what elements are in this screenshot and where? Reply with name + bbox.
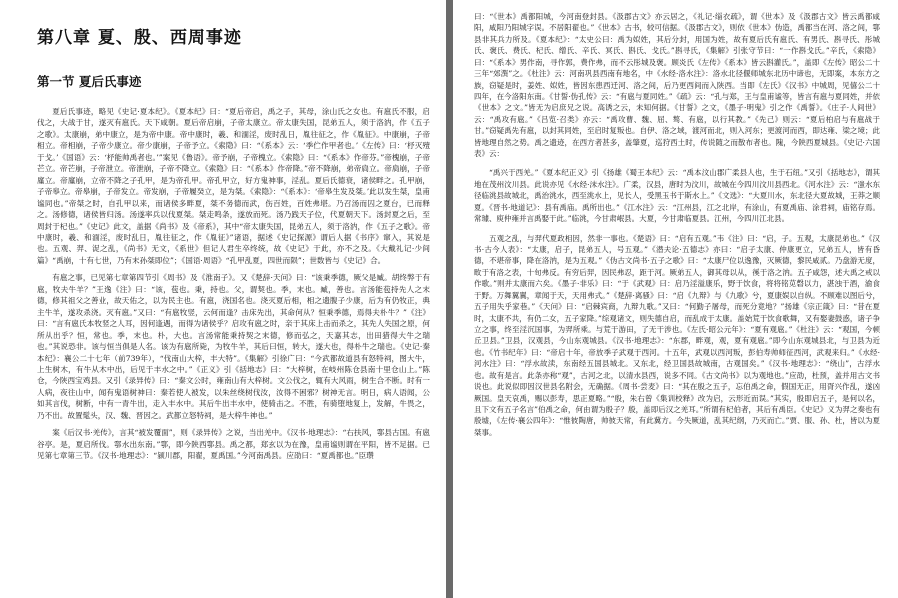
section-title: 第一节 夏后氏事迹 bbox=[37, 74, 142, 89]
paragraph: 案《后汉书·羌传》，言其“被发覆面”，则《录异传》之说，当出羌中。《汉书·地理志》：“右扶风，鄠县古国。有扈谷亭。是，夏启所伐。鄠水出东南。”鄠，即今陕西鄠县。禹之都，郑玄以为在豫，皇甫谧则谓在平阳，皆不足据。已见第七章第三节。《汉书·地理志》：“颍川郡，阳翟，夏禹国。”今河南禹县。应劭曰：“夏禹都也。”臣瓒 bbox=[37, 428, 430, 461]
chapter-title: 第八章 夏、殷、西周事迹 bbox=[37, 28, 242, 48]
paragraph: 夏后氏事迹，略见《史记·夏本纪》。《夏本纪》曰：“夏后帝启，禹之子，其母，涂山氏之女也。有扈氏不服，启伐之，大战于甘，遂灭有扈氏。天下咸朝。夏后帝启崩，子帝太康立。帝太康失国，昆弟五人，须于洛汭，作《五子之歌》。太康崩，弟中康立，是为帝中康。帝中康时，羲、和湎淫，废时乱日，胤往征之，作《胤征》。中康崩，子帝相立。帝相崩，子帝少康立。帝少康崩，子帝予立。《索隐》曰：“《系本》云：‘季伫作甲者也。’《左传》曰：‘杼灭殪于戈。’《国语》云：‘杼能帅禹者也。’”案见《鲁语》。帝予崩，子帝槐立。《索隐》曰：“《系本》作帝芬。”帝槐崩，子帝芒立。帝芒崩，子帝泄立。帝泄崩，子帝不降立。《索隐》曰：“《系本》作帝降。”帝不降崩，弟帝扃立。帝扃崩，子帝廑立。帝廑崩，立帝不降之子孔甲，是为帝孔甲。帝孔甲立，好方鬼神事，淫乱。夏后氏德衰，诸侯畔之。孔甲崩，子帝皋立。帝皋崩，子帝发立。帝发崩，子帝履癸立，是为桀。《索隐》：“《系本》：‘帝皋生发及桀。’此以发生桀，皇甫谧同也。”帝桀之时，自孔甲以来，而诸侯多畔夏，桀不务德而武，伤百姓，百姓弗堪。乃召汤而囚之夏台，已而释之。汤修德，诸侯皆归汤。汤遂率兵以伐夏桀。桀走鸣条，遂放而死。汤乃践天子位，代夏朝天下。汤封夏之后，至周封于杞也。”《史记》此文，盖据《尚书》及《帝系》，其中“帝太康失国，昆弟五人，须于洛汭，作《五子之歌》。帝中康时，羲、和湎淫，废时乱日，胤往征之，作《胤征》”诸语，据述《史记探源》谓后人据《书序》窜入，其说是也。五观、羿、浞之乱，《尚书》无文，《系世》但记人君生卒终统，故《史记》于此，亦不之及。《大戴礼记·少间篇》“禹崩，十有七世，乃有末孙桀即位”；《国语·周语》“孔甲乱夏，四世而陨”；世数皆与《史记》合。 bbox=[37, 107, 430, 265]
left-page bbox=[0, 0, 446, 598]
right-page bbox=[453, 0, 898, 598]
paragraph: 五观之乱，与羿代夏政相因，然非一事也。《楚语》曰：“启有五观。”韦《注》曰：“启，子。五观，太康昆弟也。”《汉书·古今人表》：“太康，启子，昆弟五人，号五观。”《潜夫论·五德志》亦曰：“启子太康、仲康更立，兄弟五人，皆有昏德，不堪帝事，降在洛汭，是为五观。”《伪古文尚书·五子之歌》曰：“太康尸位以逸豫，灭厥德，黎民咸贰。乃盘游无度，畋于有洛之表，十旬弗反。有穷后羿，因民弗忍，距于河。厥弟五人，御其母以从，徯于洛之汭。五子咸怨，述大禹之戒以作歌。”则并太康而六矣。《墨子·非乐》曰：“于《武观》曰：启乃淫溢康乐，野于饮食，将将铭苋磬以力，湛浊于酒，渝食于野。万舞翼翼，章闻于天，天用弗式。”《楚辞·离骚》曰：“启《九辩》与《九歌》兮，夏康娱以自纵。不顾难以图后兮，五子用失乎家巷。”《天问》曰：“启棘宾商，九辩九歌。”又曰：“何勤子屠母，而死分竟地？”扬雄《宗正箴》曰：“昔在夏时，太康不共，有仍二女，五子家降。”综观诸文，则失德自启，而乱成于太康。盖始荒于饮食歌舞，又有娶妻鼓惑，诸子争立之事，终至淫沉国事，为羿所乘。与荒于游田，了无干涉也。《左氏·昭公元年》：“夏有观扈。”《杜注》云：“观国，今顿丘卫县。”卫县，汉观县，今山东观城县。《汉书·地理志》：“东郡，畔观，观，夏有观扈。”即今山东观城县北，与卫县为近也。《竹书纪年》曰：“帝启十年，帝放季子武观于西河。十五年，武观以西河叛，彭伯寿帅师征西河，武观来归。”《水经·河水注》曰：“浮水故渎，东南经五国县城北。又东北，经卫国县故城南，古观国矣。”《汉书·地理志》：“绕山”，古浮水也。故有是言。此条亦称“观”，古河之北，以清水县西，说多不同。《古文尚书》以为观地也。”应劭，杜预，盖并用古文书说也。此说似即因汉世县名附会，无确据。《周书·尝麦》曰：“其在殷之五子，忘伯禹之命，假国无正，用胥兴作乱，遂凶厥国。皇天哀禹，赐以彭寿，思正夏略。”“殷，朱右曾《集训校释》改为启，云形近而误。”其实，殷即启五子，是何以名，且下文有五子名言”伯禹之命，何由谓为殷子？殷，盖即后汉之羌耳。”所谓有杞伯者，其后有禹臣。《史记》义为羿之奏也有殷墟，《左传·襄公四年》：“惟彼陶唐，帅彼天常，有此冀方。今失厥道，乱其纪纲，乃灭而亡。”贾、服、孙、杜，皆以为夏桀事。 bbox=[474, 233, 880, 437]
page-gutter bbox=[446, 0, 453, 598]
paragraph: “禹兴于西羌。”《夏本纪正义》引《扬雄《蜀王本纪》云：“禹本汶山郡广柔县人也，生于石纽。”又引《括地志》，谓其地在茂州汶川县。此说亦见《水经·沫水注》。广柔，汉县，唐时为汶川，故城在今四川汶川县西北。《河水注》云：“滍水东径临洮县故城北，禹治洮水，西至洮水上，见长人，受黑玉书于斯水上。”《文选》：“大夏川水，东北径大夏故城，王莽之顺夏。《晋书·地道记》：县有禹庙。禹所出也。”《江水注》云：“江州县，江之北岸，有涂山，有夏禹庙、涂君祠，庙铭存焉。常璩、庾仲雍并言禹娶于此。”临洮，今甘肃岷县。大夏，今甘肃临夏县。江州，今四川江北县。 bbox=[474, 168, 880, 224]
paragraph: 曰：“《世本》禹都阳城，今河南登封县。《汲郡古文》亦云居之，《礼记·缁衣疏》，谓《世本》及《汲郡古文》皆云禹都咸阳，咸阳乃阳城字误。不居阳翟也。”《世本》古书，较可信据。《汲郡古文》，则依《世本》伪造，禹都当在河、洛之间，鄠县非其兵力所及。《夏本纪》：“太史公曰：禹为姒姓，其后分封，用国为姓，故有夏后氏有扈氏、有男氏、斟寻氏、彤城氏、褒氏、费氏、杞氏、缯氏、辛氏、冥氏、斟氏、戈氏。”斟寻氏，《集解》引张守节曰：“一作斟戈氏。”辛氏，《索隐》曰：“《系本》男作南，寻作郭，费作弗，而不云彤城及褒。顾炎氏《左传》《系本》皆云斟灌氏。”，盖即《左传》昭公二十三年“郊潠”之。《杜注》云：河南巩县西南有地名，中《水经·洛水注》：洛水北径偃师城东北历中谛也，无即案，本东方之族，窃疑是时，姜姓、姒姓，皆因东患西迁河、洛之间，后乃更西间而入陕西。当即《左氏》《汉书》中城周，见僖公二十四年，在今洛阳东南。《甘誓·伪孔传》云：“有扈与夏同姓。”《疏》云：“孔与郑，王与皇甫谧等，皆言有扈与夏同姓，并依《世本》之文。”皆无为启庶兄之说。高诱之云，未知何据。《甘誓》之文，《墨子·明鬼》引之作《禹誓》。《庄子·人间世》云：“禹攻有扈。”《吕览·召类》亦云：“禹攻曹、魏、屈、骜、有扈，以行其教。”《先己》则云：“夏后柏启与有扈战于甘。”窃疑禹先有扈，以封其同姓，至启时复叛也。自伊、洛之域，渡河而北，则入河东；更渡河而西，即达雍、梁之境；此皆地理自然之势。禹之遗迹，在西方者甚多，盖肇夏，巡狩西土时，传说随之而散布者也。隗，今陕西夏城县。《史记·六国表》云： bbox=[474, 12, 880, 159]
paragraph: 有扈之事，已见第七章第四节引《周书》及《淮南子》。又《楚辞·天问》曰：“该秉季德，厥父是臧。胡终弊于有扈，牧夫牛羊？”王逸《注》曰：“该，苞也。秉，持也。父，谓契也。季，末也。臧，善也。言汤能苞持先人之末德，修其祖父之善业，故天佑之，以为民主也。有扈，浇国名也。浇灭夏后相，相之遗腹子少康，后为有仍牧正，典主牛羊，遂攻杀浇。灭有扈。”又曰：“有扈牧竖，云何而逢？击床先出，其命何从？恒秉季德，焉得夫朴牛？”《注》曰：“言有扈氏本牧竖之人耳，因何逢遇，而得为诸侯乎？启攻有扈之时，亲于其床上击而杀之，其先人失国之原，何所从出乎？恒，常也。季，末也。朴，大也。言汤常能秉持契之末德，修而弘之，天嘉其志，出田猎得大牛之瑞也。”其说恐非。该与恒当俱是人名。该为有扈所毙，为牧牛羊，其后曰恒，转大，遂大也，得朴牛之瑞也。《史记·秦本纪》：襄公二十七年（前739年），“伐南山大梓，丰大特”。《集解》引徐广曰：“今武都故道县有怒特祠，图大牛，上生树木，有牛从木中出，后见于丰水之中。”《正义》引《括地志》曰：“大梓树，在岐州陈仓县南十里仓山上。”陈仓，今陕西宝鸡县。又引《录异传》曰：“秦文公时，雍南山有大梓树。文公伐之，辄有大风雨，树生合不断。时有一人病，夜往山中，闻有鬼语树神曰：秦若使人被发，以朱丝绕树伐汝，汝得不困邪？树神无言。明日，病人语闻，公如其言伐，树断，中有一青牛出，走入丰水中。其后牛出丰水中，使骑击之。不胜，有骑堕地复上，发解，牛畏之，乃不出。故置髦头，汉、魏、晋因之。武都立怒特祠，是大梓牛神也。” bbox=[37, 273, 430, 420]
